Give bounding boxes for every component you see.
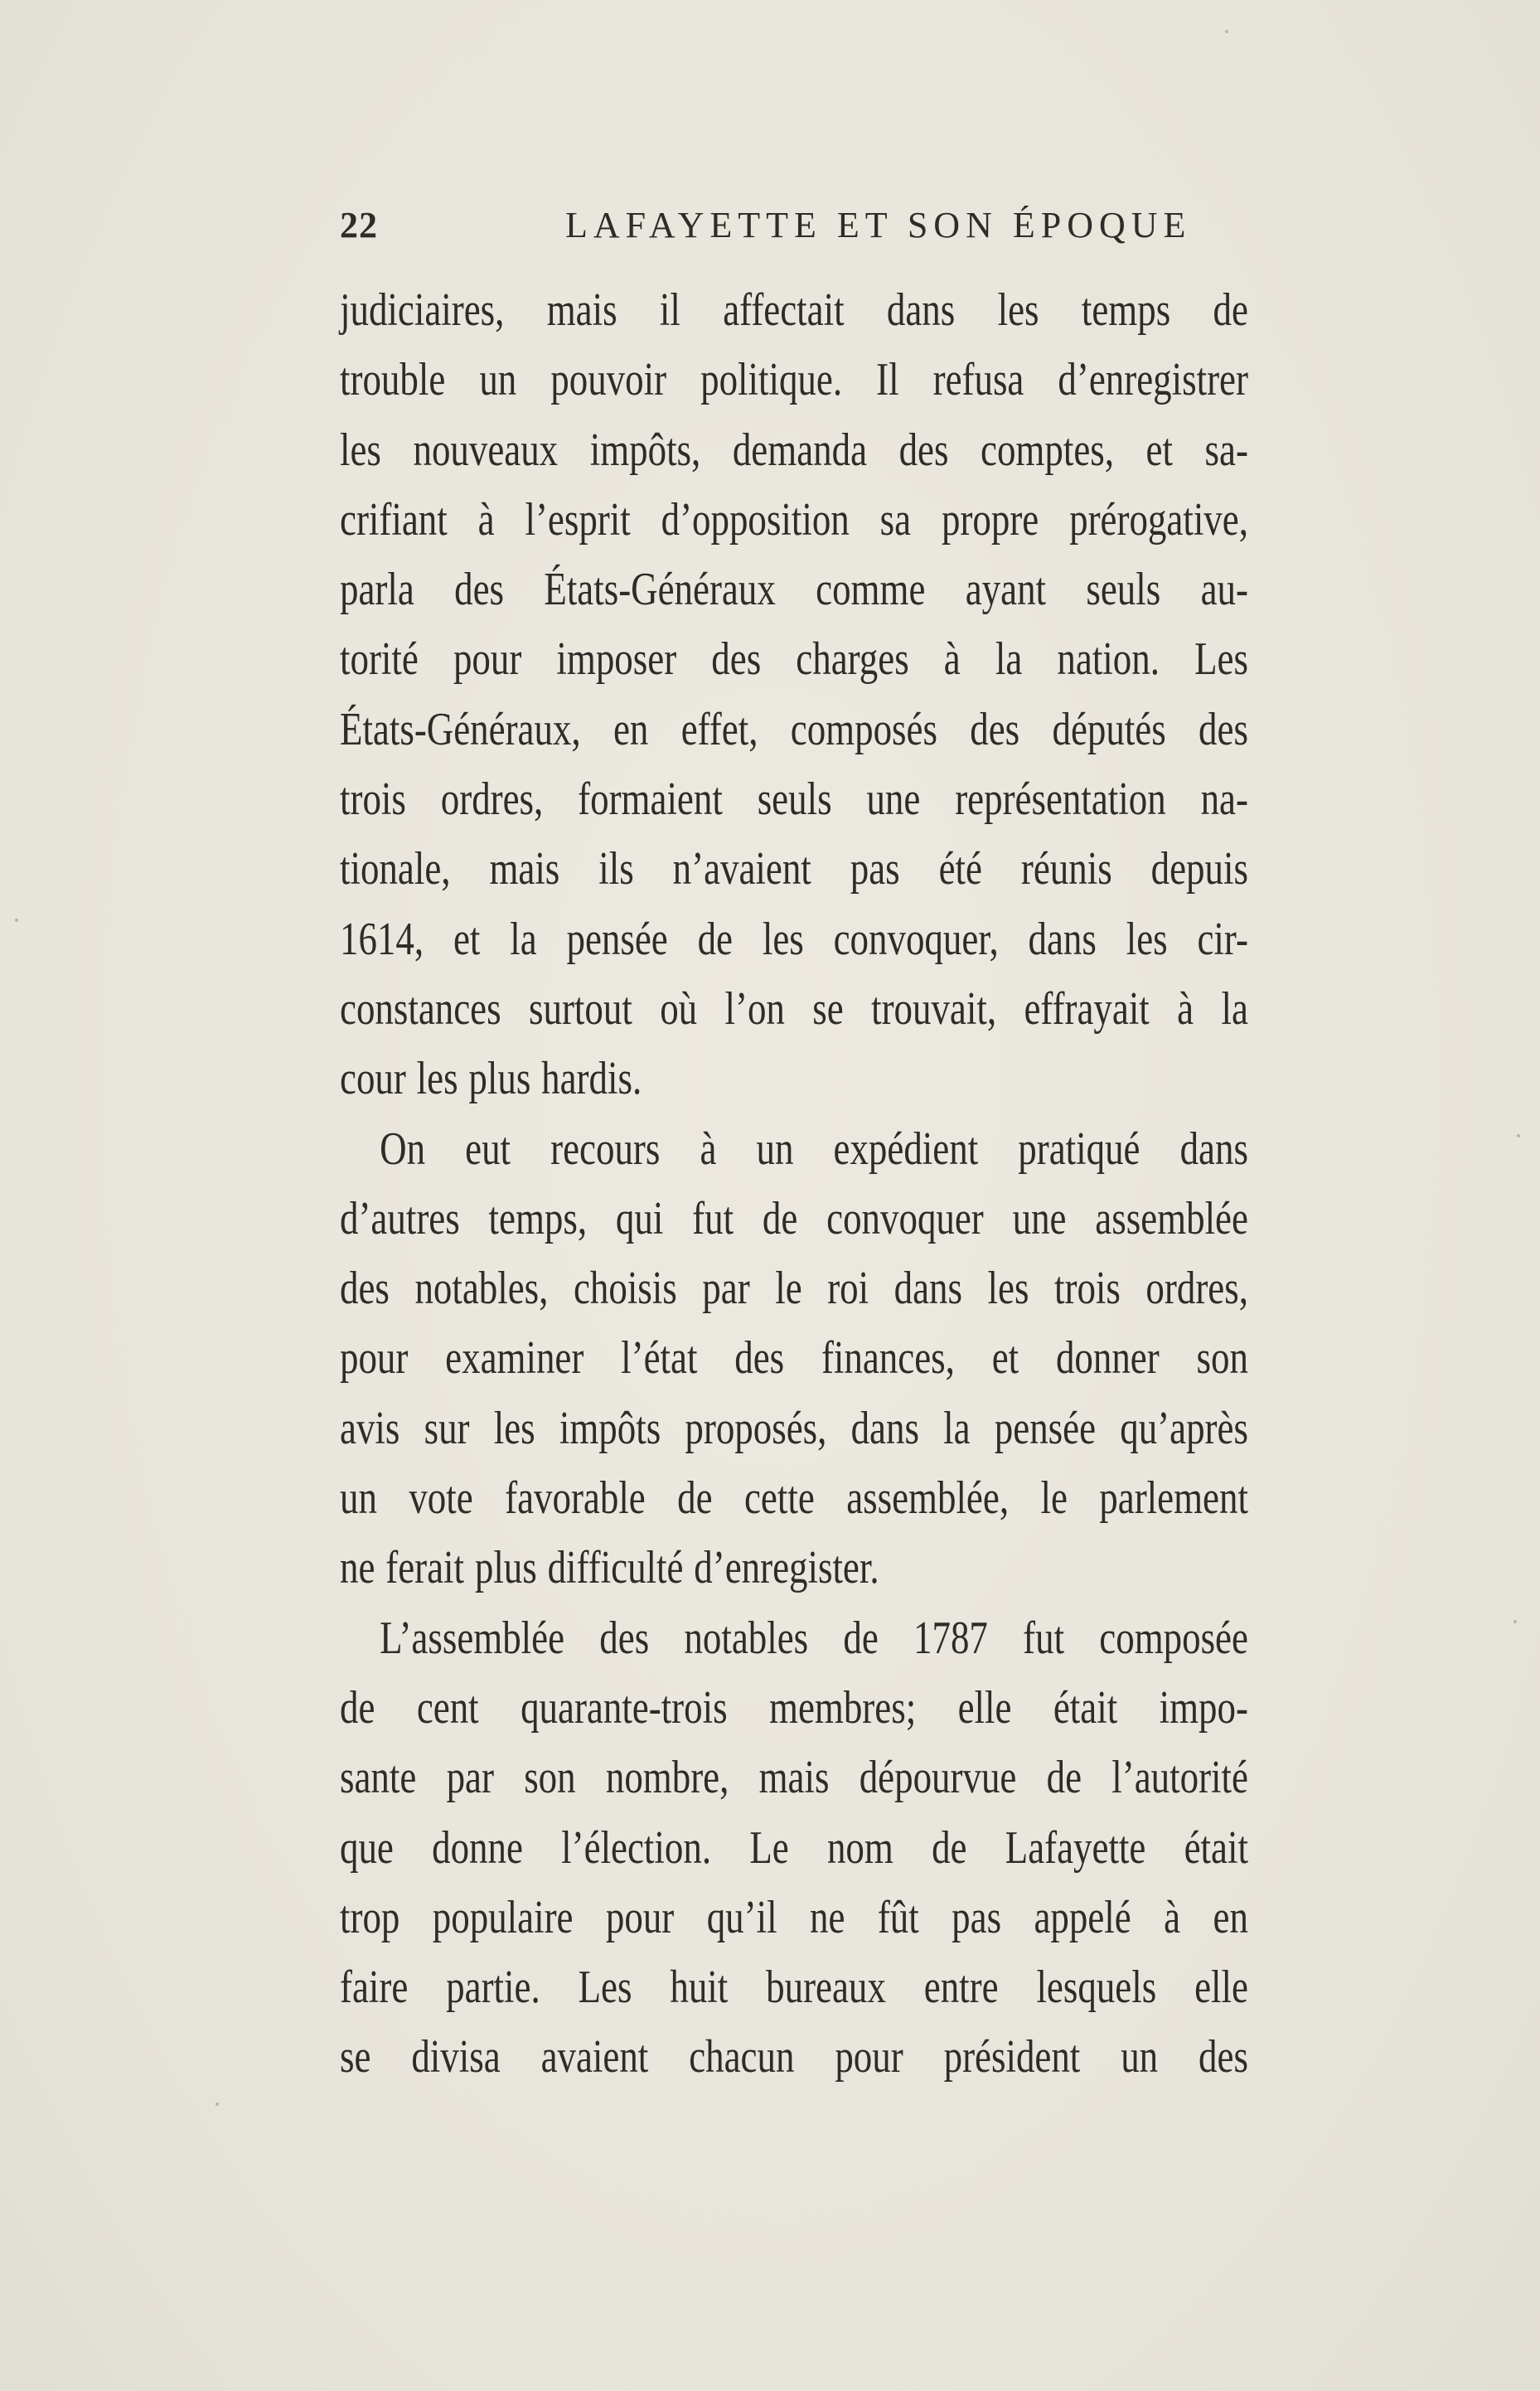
paper-speck <box>1513 1620 1517 1623</box>
text-line: sante par son nombre, mais dépourvue de l’autorité <box>340 1752 1248 1804</box>
text-line: États-Généraux, en effet, composés des députés des <box>340 703 1248 755</box>
text-line: de cent quarante-trois membres; elle était impo- <box>340 1681 1248 1734</box>
text-line: trois ordres, formaient seuls une représentation na- <box>340 774 1248 826</box>
text-line: avis sur les impôts proposés, dans la pensée qu’après <box>340 1402 1248 1454</box>
text-line: d’autres temps, qui fut de convoquer une assemblée <box>340 1192 1248 1244</box>
text-line: trop populaire pour qu’il ne fût pas appelé à en <box>340 1891 1248 1943</box>
paragraph-start-line: L’assemblée des notables de 1787 fut composée <box>380 1612 1248 1664</box>
paper-speck <box>216 2102 219 2106</box>
paragraph-start-line: On eut recours à un expédient pratiqué dans <box>380 1123 1248 1175</box>
page-header <box>340 204 1248 254</box>
text-line: 1614, et la pensée de les convoquer, dans les cir- <box>340 913 1248 965</box>
text-line: tionale, mais ils n’avaient pas été réunis depuis <box>340 843 1248 895</box>
text-line: parla des États-Généraux comme ayant seuls au- <box>340 564 1248 616</box>
text-line: des notables, choisis par le roi dans les trois ordres, <box>340 1263 1248 1315</box>
text-line: crifiant à l’esprit d’opposition sa propre prérogative, <box>340 493 1248 546</box>
text-line: pour examiner l’état des finances, et donner son <box>340 1332 1248 1385</box>
running-title: LAFAYETTE ET SON ÉPOQUE <box>565 205 1192 245</box>
paragraph-end-line: cour les plus hardis. <box>340 1053 642 1105</box>
text-line: que donne l’élection. Le nom de Lafayette était <box>340 1821 1248 1874</box>
text-line: un vote favorable de cette assemblée, le parlement <box>340 1472 1248 1525</box>
text-line: trouble un pouvoir politique. Il refusa d’enregistrer <box>340 354 1248 406</box>
text-line: se divisa avaient chacun pour président un des <box>340 2031 1248 2083</box>
paper-speck <box>1225 30 1228 33</box>
text-line: les nouveaux impôts, demanda des comptes, et sa- <box>340 424 1248 476</box>
paragraph-end-line: ne ferait plus difficulté d’enregister. <box>340 1542 879 1594</box>
page-number: 22 <box>340 205 378 245</box>
paper-speck <box>1517 1134 1520 1137</box>
paper-speck <box>15 919 18 922</box>
body-text <box>340 275 1248 2093</box>
text-line: constances surtout où l’on se trouvait, effrayait à la <box>340 982 1248 1035</box>
text-line: judiciaires, mais il affectait dans les temps de <box>340 284 1248 336</box>
text-line: faire partie. Les huit bureaux entre lesquels elle <box>340 1962 1248 2014</box>
text-line: torité pour imposer des charges à la nation. Les <box>340 633 1248 686</box>
